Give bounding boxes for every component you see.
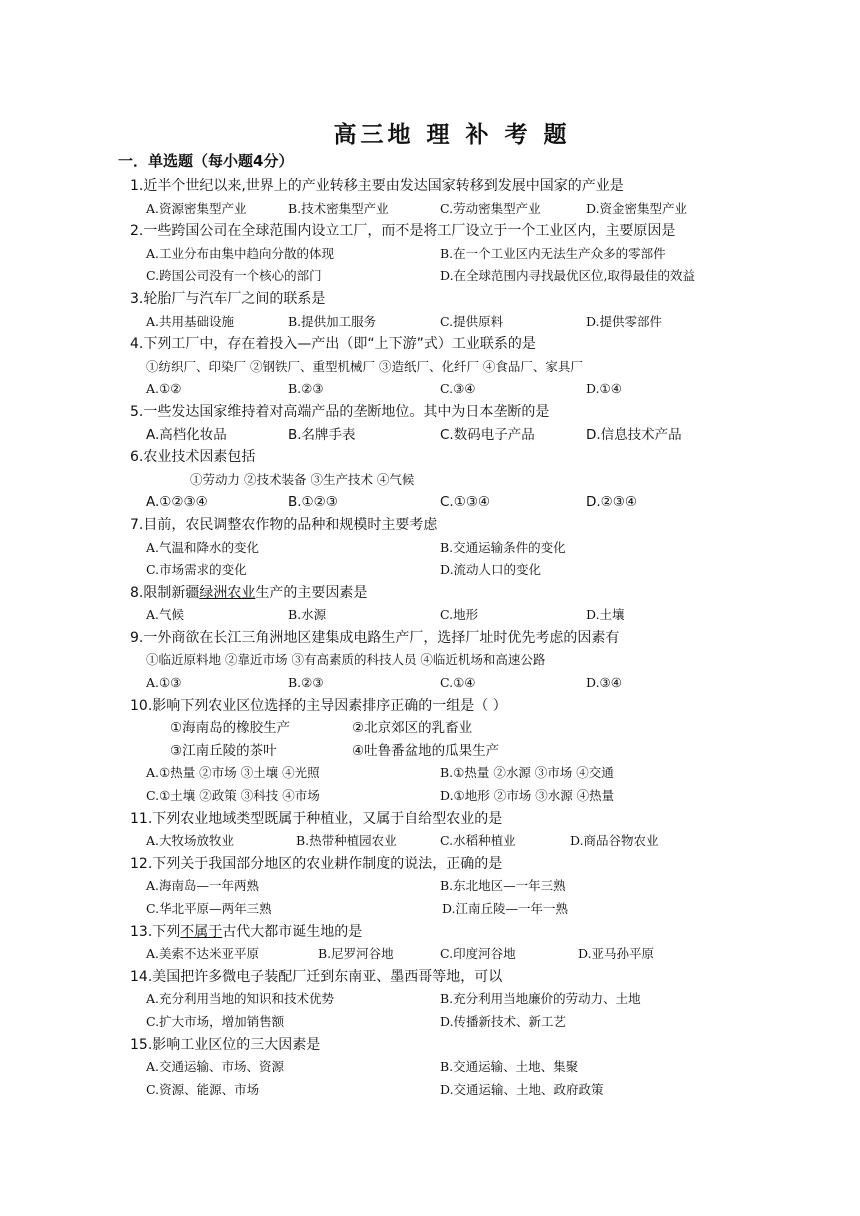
- option-b: B.热带种植园农业: [296, 833, 397, 849]
- option-c: C.地形: [440, 607, 479, 623]
- option-c: C.资源、能源、市场: [146, 1081, 260, 1097]
- option-b: B.在一个工业区内无法生产众多的零部件: [440, 245, 666, 261]
- option-a: A.高档化妆品: [146, 426, 227, 443]
- option-d: D.资金密集型产业: [586, 200, 688, 216]
- option-d: D.①地形 ②市场 ③水源 ④热量: [440, 788, 615, 804]
- option-c: C.①③④: [440, 494, 491, 511]
- option-b: B.②③: [288, 381, 324, 397]
- question-9: [130, 627, 750, 695]
- option-row: [130, 559, 750, 582]
- option-a: A.资源密集型产业: [146, 200, 247, 216]
- option-d: D.①④: [586, 381, 622, 397]
- question-7: [130, 514, 750, 582]
- option-row: [130, 311, 750, 334]
- exam-title: 高三地 理 补 考 题: [333, 121, 571, 148]
- option-row: [130, 785, 750, 808]
- question-3: [130, 288, 750, 333]
- option-a: A.①②③④: [146, 494, 208, 511]
- option-d: D.传播新技术、新工艺: [440, 1013, 567, 1029]
- question-stem: 6.农业技术因素包括: [130, 449, 256, 466]
- option-d: D.提供零部件: [586, 313, 663, 329]
- item-2: ②北京郊区的乳畜业: [352, 720, 473, 737]
- option-a: A.充分利用当地的知识和技术优势: [146, 991, 335, 1007]
- option-b: B.东北地区—一年三熟: [440, 878, 566, 894]
- option-row: [130, 898, 750, 921]
- question-stem: 7.目前，农民调整农作物的品种和规模时主要考虑: [130, 516, 438, 533]
- option-c: C.市场需求的变化: [146, 562, 247, 578]
- question-2: [130, 220, 750, 288]
- option-row: [130, 672, 750, 695]
- question-10: [130, 695, 750, 808]
- option-a: A.①③: [146, 675, 182, 691]
- question-stem: 5.一些发达国家维持着对高端产品的垄断地位。其中为日本垄断的是: [130, 403, 550, 420]
- question-stem: 3.轮胎厂与汽车厂之间的联系是: [130, 290, 326, 307]
- underlined-text: 绿洲农业: [199, 584, 256, 601]
- option-d: D.亚马孙平原: [578, 946, 655, 962]
- option-a: A.气温和降水的变化: [146, 539, 260, 555]
- option-d: D.流动人口的变化: [440, 562, 542, 578]
- underlined-text: 不属于: [180, 923, 223, 940]
- option-b: B.①②③: [288, 494, 338, 511]
- option-b: B.交通运输条件的变化: [440, 539, 566, 555]
- question-11: [130, 808, 750, 853]
- question-stem: 11.下列农业地域类型既属于种植业，又属于自给型农业的是: [130, 810, 503, 827]
- option-b: B.充分利用当地廉价的劳动力、土地: [440, 991, 641, 1007]
- question-stem: 15.影响工业区位的三大因素是: [130, 1036, 321, 1053]
- question-stem: 10.影响下列农业区位选择的主导因素排序正确的一组是（ ）: [130, 697, 507, 714]
- question-stem: 9.一外商欲在长江三角洲地区建集成电路生产厂，选择厂址时优先考虑的因素有: [130, 629, 620, 646]
- option-d: D.商品谷物农业: [570, 833, 659, 849]
- question-stem: 4.下列工厂中，存在着投入—产出（即“上下游”式）工业联系的是: [130, 336, 536, 353]
- option-row: [130, 830, 750, 853]
- option-b: B.提供加工服务: [288, 313, 377, 329]
- item-row: [130, 717, 750, 740]
- option-a: A.美索不达米亚平原: [146, 946, 260, 962]
- item-1: ①海南岛的橡胶生产: [170, 720, 291, 737]
- stem-text: 13.下列: [130, 923, 181, 940]
- option-d: D.土壤: [586, 607, 625, 623]
- question-4: [130, 333, 750, 401]
- item-3: ③江南丘陵的茶叶: [170, 742, 277, 759]
- option-a: A.工业分布由集中趋向分散的体现: [146, 245, 335, 261]
- stem-text: 生产的主要因素是: [255, 584, 368, 601]
- question-list: [130, 175, 750, 1101]
- option-c: C.印度河谷地: [440, 946, 516, 962]
- option-row: [130, 378, 750, 401]
- option-a: A.海南岛—一年两熟: [146, 878, 260, 894]
- item-4: ④吐鲁番盆地的瓜果生产: [352, 742, 500, 759]
- option-b: B.名牌手表: [288, 426, 356, 443]
- question-stem: [130, 921, 750, 944]
- option-row: [130, 988, 750, 1011]
- question-5: [130, 401, 750, 446]
- item-list: ①纺织厂、印染厂 ②钢铁厂、重型机械厂 ③造纸厂、化纤厂 ④食品厂、家具厂: [146, 358, 583, 374]
- question-8: [130, 582, 750, 627]
- option-row: [130, 424, 750, 447]
- section-heading: 一．单选题（每小题4分）: [118, 152, 294, 170]
- option-a: A.气候: [146, 607, 185, 623]
- option-a: A.①②: [146, 381, 182, 397]
- option-b: B.水源: [288, 607, 327, 623]
- stem-text: 8.限制新疆: [130, 584, 200, 601]
- option-c: C.提供原料: [440, 313, 504, 329]
- option-a: A.共用基础设施: [146, 313, 235, 329]
- option-row: [130, 1056, 750, 1079]
- option-row: [130, 265, 750, 288]
- option-row: [130, 943, 750, 966]
- question-12: [130, 853, 750, 921]
- option-d: D.江南丘陵—一年一熟: [442, 901, 569, 916]
- option-c: C.跨国公司没有一个核心的部门: [146, 268, 322, 284]
- option-d: D.信息技术产品: [586, 426, 682, 443]
- option-b: B.交通运输、土地、集聚: [440, 1059, 579, 1075]
- question-1: [130, 175, 750, 220]
- question-stem: [130, 582, 750, 605]
- option-c: C.①④: [440, 675, 476, 691]
- option-b: B.②③: [288, 675, 324, 691]
- question-15: [130, 1034, 750, 1102]
- option-row: [130, 762, 750, 785]
- option-row: [130, 491, 750, 514]
- option-c: C.劳动密集型产业: [440, 200, 541, 216]
- question-stem: 2.一些跨国公司在全球范围内设立工厂，而不是将工厂设立于一个工业区内，主要原因是: [130, 223, 676, 240]
- question-stem: 1.近半个世纪以来,世界上的产业转移主要由发达国家转移到发展中国家的产业是: [130, 178, 624, 194]
- option-row: [130, 1079, 750, 1102]
- option-b: B.尼罗河谷地: [318, 946, 394, 962]
- option-c: C.扩大市场，增加销售额: [146, 1013, 285, 1029]
- option-c: C.③④: [440, 381, 476, 397]
- option-c: C.数码电子产品: [440, 426, 535, 443]
- item-row: [130, 740, 750, 763]
- option-a: A.大牧场放牧业: [146, 833, 235, 849]
- question-stem: 14.美国把许多微电子装配厂迁到东南亚、墨西哥等地，可以: [130, 968, 503, 985]
- option-c: C.华北平原—两年三熟: [146, 901, 272, 916]
- option-row: [130, 875, 750, 898]
- question-14: [130, 966, 750, 1034]
- option-row: [130, 1011, 750, 1034]
- option-d: D.③④: [586, 675, 622, 691]
- option-b: B.技术密集型产业: [288, 200, 389, 216]
- option-d: D.②③④: [586, 494, 637, 511]
- option-c: C.①土壤 ②政策 ③科技 ④市场: [146, 788, 320, 804]
- item-list: ①临近原料地 ②靠近市场 ③有高素质的科技人员 ④临近机场和高速公路: [146, 652, 546, 668]
- option-row: [130, 243, 750, 266]
- option-d: D.交通运输、土地、政府政策: [440, 1081, 604, 1097]
- option-a: A.①热量 ②市场 ③土壤 ④光照: [146, 765, 320, 781]
- option-row: [130, 537, 750, 560]
- option-c: C.水稻种植业: [440, 833, 516, 849]
- option-a: A.交通运输、市场、资源: [146, 1059, 285, 1075]
- option-b: B.①热量 ②水源 ③市场 ④交通: [440, 765, 614, 781]
- option-d: D.在全球范围内寻找最优区位,取得最佳的效益: [440, 268, 696, 284]
- item-list: ①劳动力 ②技术装备 ③生产技术 ④气候: [190, 471, 415, 487]
- option-row: [130, 604, 750, 627]
- option-row: [130, 198, 750, 221]
- stem-text: 古代大都市诞生地的是: [222, 923, 363, 940]
- question-6: [130, 446, 750, 514]
- question-13: [130, 921, 750, 966]
- question-stem: 12.下列关于我国部分地区的农业耕作制度的说法，正确的是: [130, 855, 503, 872]
